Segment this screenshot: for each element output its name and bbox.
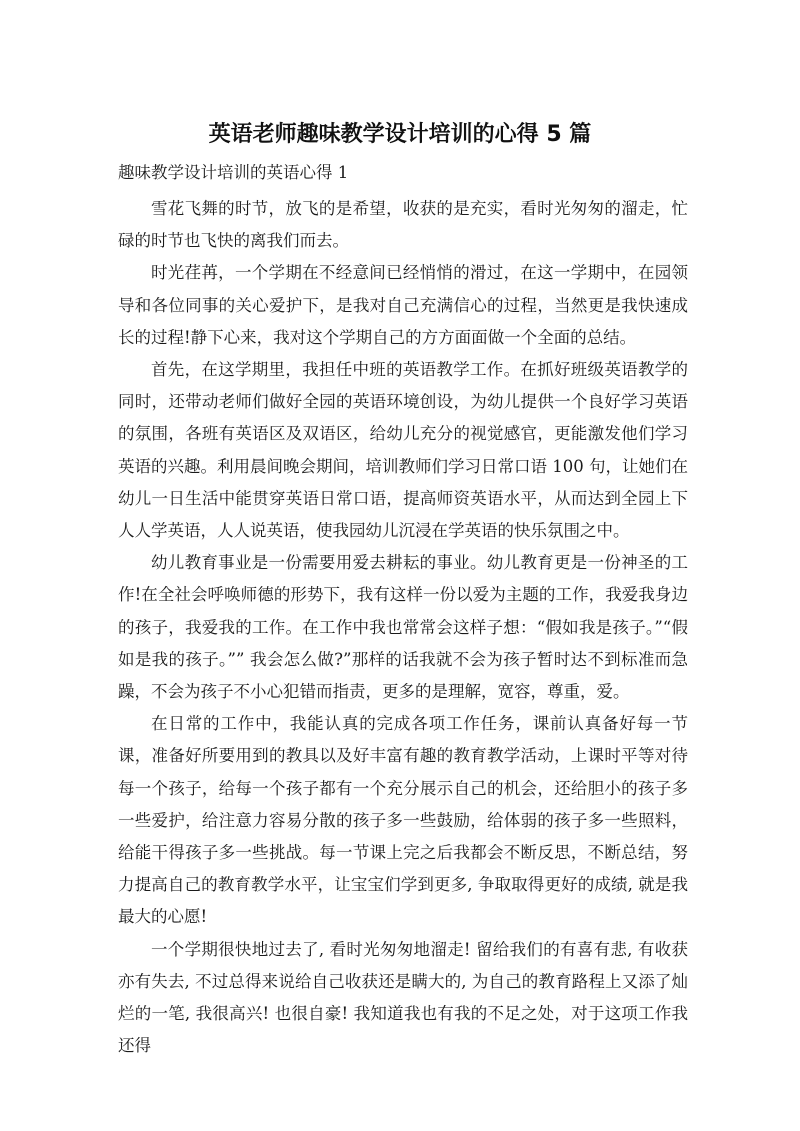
paragraph-6: 一个学期很快地过去了, 看时光匆匆地溜走! 留给我们的有喜有悲, 有收获亦有失去, 不过总得来说给自己收获还是瞒大的, 为自己的教育路程上又添了灿烂的一笔, 我很高兴! 也很自豪! 我知道我也有我的不足之处，对于这项工作我还得 — [118, 939, 688, 1056]
document-title: 英语老师趣味教学设计培训的心得 5 篇 — [208, 122, 592, 147]
paragraph-3: 首先，在这学期里，我担任中班的英语教学工作。在抓好班级英语教学的同时，还带动老师们做好全园的英语环境创设，为幼儿提供一个良好学习英语的氛围，各班有英语区及双语区，给幼儿充分的视觉感官，更能激发他们学习英语的兴趣。利用晨间晚会期间，培训教师们学习日常口语 100 句，让她们在幼儿一日生活中能贯穿英语日常口语，提高师资英语水平，从而达到全园上下人人学英语，人人说英语，使我园幼儿沉浸在学英语的快乐氛围之中。 — [118, 360, 688, 541]
paragraph-5: 在日常的工作中，我能认真的完成各项工作任务，课前认真备好每一节课，准备好所要用到的教具以及好丰富有趣的教育教学活动，上课时平等对待每一个孩子，给每一个孩子都有一个充分展示自己的机会，还给胆小的孩子多一些爱护，给注意力容易分散的孩子多一些鼓励，给体弱的孩子多一些照料，给能干得孩子多一些挑战。每一节课上完之后我都会不断反思，不断总结，努力提高自己的教育教学水平，让宝宝们学到更多, 争取取得更好的成绩, 就是我最大的心愿! — [118, 714, 688, 927]
paragraph-4: 幼儿教育事业是一份需要用爱去耕耘的事业。幼儿教育更是一份神圣的工作!在全社会呼唤师德的形势下，我有这样一份以爱为主题的工作，我爱我身边的孩子，我爱我的工作。在工作中我也常常会这样子想：“假如我是孩子。”“假如是我的孩子。”” 我会怎么做?”那样的话我就不会为孩子暂时达不到标准而急躁，不会为孩子不小心犯错而指责，更多的是理解，宽容，尊重，爱。 — [118, 553, 688, 702]
document-body — [118, 193, 688, 1062]
section-heading: 趣味教学设计培训的英语心得 1 — [118, 163, 349, 182]
paragraph-1: 雪花飞舞的时节，放飞的是希望，收获的是充实，看时光匆匆的溜走，忙碌的时节也飞快的离我们而去。 — [118, 199, 688, 251]
paragraph-2: 时光荏苒，一个学期在不经意间已经悄悄的滑过，在这一学期中，在园领导和各位同事的关心爱护下，是我对自己充满信心的过程，当然更是我快速成长的过程!静下心来，我对这个学期自己的方方面面做一个全面的总结。 — [118, 263, 688, 347]
